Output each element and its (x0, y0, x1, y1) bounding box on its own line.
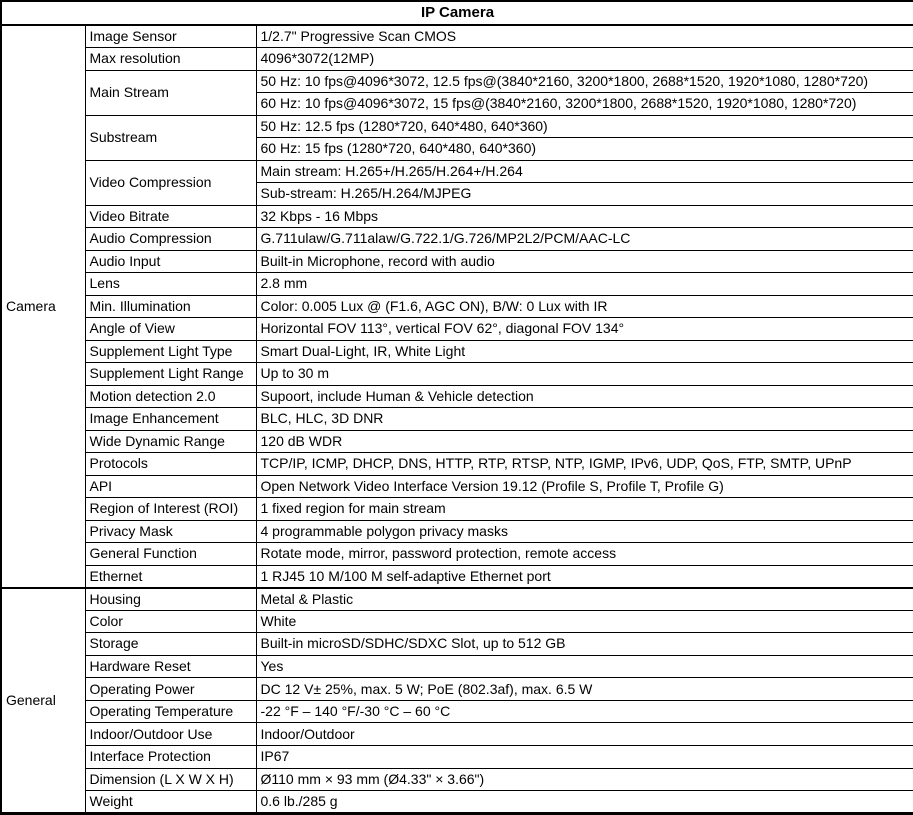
spec-label: Min. Illumination (85, 295, 256, 318)
spec-value: Sub-stream: H.265/H.264/MJPEG (256, 183, 913, 206)
spec-row (1, 700, 913, 723)
spec-row (1, 430, 913, 453)
spec-row (1, 565, 913, 588)
spec-value: Yes (256, 655, 913, 678)
spec-row (1, 723, 913, 746)
spec-value: Ø110 mm × 93 mm (Ø4.33" × 3.66") (256, 768, 913, 791)
spec-row (1, 520, 913, 543)
spec-value: Metal & Plastic (256, 588, 913, 611)
spec-label: Hardware Reset (85, 655, 256, 678)
spec-value: Up to 30 m (256, 363, 913, 386)
spec-row (1, 70, 913, 93)
spec-row (1, 791, 913, 814)
spec-label: Weight (85, 791, 256, 814)
title-row (1, 1, 913, 25)
spec-value: Horizontal FOV 113°, vertical FOV 62°, diagonal FOV 134° (256, 318, 913, 341)
spec-row (1, 588, 913, 611)
spec-row (1, 746, 913, 769)
spec-label: Max resolution (85, 48, 256, 71)
spec-value: 2.8 mm (256, 273, 913, 296)
section-label-general: General (1, 588, 85, 814)
spec-label: Ethernet (85, 565, 256, 588)
spec-row (1, 453, 913, 476)
spec-label: Operating Temperature (85, 700, 256, 723)
spec-value: 1 fixed region for main stream (256, 498, 913, 521)
spec-row (1, 655, 913, 678)
spec-value: G.711ulaw/G.711alaw/G.722.1/G.726/MP2L2/PCM/AAC-LC (256, 228, 913, 251)
spec-value: 60 Hz: 10 fps@4096*3072, 15 fps@(3840*2160, 3200*1800, 2688*1520, 1920*1080, 1280*720) (256, 93, 913, 116)
spec-row (1, 273, 913, 296)
spec-row (1, 475, 913, 498)
spec-value: Color: 0.005 Lux @ (F1.6, AGC ON), B/W: 0 Lux with IR (256, 295, 913, 318)
spec-value: Main stream: H.265+/H.265/H.264+/H.264 (256, 160, 913, 183)
spec-row (1, 768, 913, 791)
spec-label: Protocols (85, 453, 256, 476)
spec-value: -22 °F – 140 °F/-30 °C – 60 °C (256, 700, 913, 723)
spec-label: API (85, 475, 256, 498)
spec-row (1, 385, 913, 408)
spec-row (1, 318, 913, 341)
spec-label: Indoor/Outdoor Use (85, 723, 256, 746)
spec-value: 50 Hz: 10 fps@4096*3072, 12.5 fps@(3840*2160, 3200*1800, 2688*1520, 1920*1080, 1280*720) (256, 70, 913, 93)
spec-row (1, 205, 913, 228)
spec-row (1, 498, 913, 521)
spec-label: Color (85, 610, 256, 633)
spec-value: IP67 (256, 746, 913, 769)
spec-label: Interface Protection (85, 746, 256, 769)
spec-label: Video Compression (85, 160, 256, 205)
spec-row (1, 363, 913, 386)
spec-label: Motion detection 2.0 (85, 385, 256, 408)
section-label-camera: Camera (1, 25, 85, 588)
spec-row (1, 543, 913, 566)
spec-label: Angle of View (85, 318, 256, 341)
spec-value: 32 Kbps - 16 Mbps (256, 205, 913, 228)
spec-value: 1 RJ45 10 M/100 M self-adaptive Ethernet port (256, 565, 913, 588)
spec-label: Supplement Light Type (85, 340, 256, 363)
spec-row (1, 250, 913, 273)
spec-row (1, 295, 913, 318)
spec-row (1, 228, 913, 251)
spec-value: 120 dB WDR (256, 430, 913, 453)
spec-value: 4096*3072(12MP) (256, 48, 913, 71)
spec-value: TCP/IP, ICMP, DHCP, DNS, HTTP, RTP, RTSP, NTP, IGMP, IPv6, UDP, QoS, FTP, SMTP, UPnP (256, 453, 913, 476)
spec-value: 4 programmable polygon privacy masks (256, 520, 913, 543)
spec-value: 0.6 lb./285 g (256, 791, 913, 814)
spec-table-body (1, 25, 913, 814)
spec-label: Image Enhancement (85, 408, 256, 431)
page-title: IP Camera (1, 1, 913, 25)
spec-row (1, 115, 913, 138)
spec-label: Image Sensor (85, 25, 256, 48)
spec-value: Smart Dual-Light, IR, White Light (256, 340, 913, 363)
spec-value: Open Network Video Interface Version 19.12 (Profile S, Profile T, Profile G) (256, 475, 913, 498)
spec-label: Region of Interest (ROI) (85, 498, 256, 521)
spec-value: Built-in Microphone, record with audio (256, 250, 913, 273)
spec-label: Housing (85, 588, 256, 611)
spec-label: Wide Dynamic Range (85, 430, 256, 453)
spec-label: Video Bitrate (85, 205, 256, 228)
spec-label: Audio Input (85, 250, 256, 273)
spec-row (1, 610, 913, 633)
spec-label: Supplement Light Range (85, 363, 256, 386)
spec-row (1, 25, 913, 48)
spec-row (1, 678, 913, 701)
spec-label: Substream (85, 115, 256, 160)
spec-label: Privacy Mask (85, 520, 256, 543)
spec-value: White (256, 610, 913, 633)
spec-row (1, 48, 913, 71)
spec-label: Dimension (L X W X H) (85, 768, 256, 791)
spec-label: Lens (85, 273, 256, 296)
spec-label: Operating Power (85, 678, 256, 701)
spec-value: Rotate mode, mirror, password protection, remote access (256, 543, 913, 566)
spec-value: 60 Hz: 15 fps (1280*720, 640*480, 640*360) (256, 138, 913, 161)
spec-row (1, 633, 913, 656)
spec-value: Supoort, include Human & Vehicle detection (256, 385, 913, 408)
spec-label: Storage (85, 633, 256, 656)
spec-value: BLC, HLC, 3D DNR (256, 408, 913, 431)
spec-value: 1/2.7" Progressive Scan CMOS (256, 25, 913, 48)
spec-value: DC 12 V± 25%, max. 5 W; PoE (802.3af), max. 6.5 W (256, 678, 913, 701)
spec-label: Main Stream (85, 70, 256, 115)
spec-label: Audio Compression (85, 228, 256, 251)
spec-value: Built-in microSD/SDHC/SDXC Slot, up to 512 GB (256, 633, 913, 656)
spec-value: 50 Hz: 12.5 fps (1280*720, 640*480, 640*360) (256, 115, 913, 138)
spec-row (1, 340, 913, 363)
spec-row (1, 160, 913, 183)
spec-value: Indoor/Outdoor (256, 723, 913, 746)
spec-label: General Function (85, 543, 256, 566)
spec-row (1, 408, 913, 431)
